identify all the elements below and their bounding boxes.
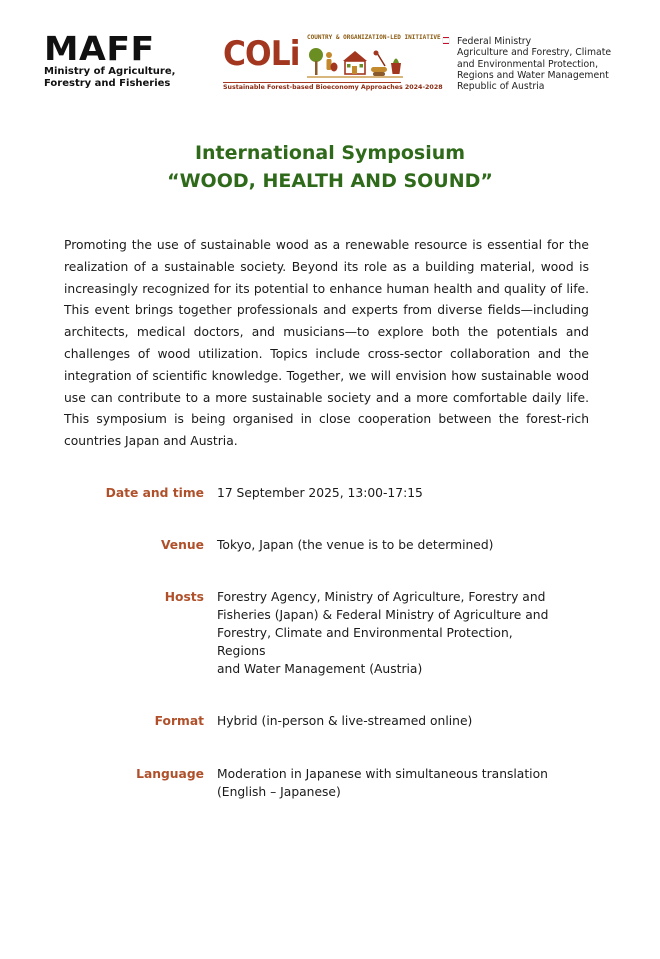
coli-tagline: Sustainable Forest-based Bioeconomy Approaches 2024-2028 xyxy=(223,84,443,91)
maff-subtitle-line2: Forestry and Fisheries xyxy=(44,78,171,89)
title-line-1: International Symposium xyxy=(194,142,466,164)
austrian-ministry-logo xyxy=(443,36,613,92)
intro-paragraph: Promoting the use of sustainable wood as a renewable resource is essential for the realization of a sustainable society. Beyond its role as a building material, wood is increasingly recognized for its potential to enhance human health and quality of life. This event brings together professionals and experts from diverse fields—including architects, medical doctors, and musicians—to explore both the potentials and challenges of wood utilization. Topics include cross-sector collaboration and the integration of scientific knowledge. Together, we will envision how sustainable wood use can contribute to a more sustainable society and a more comfortable daily life. This symposium is being organised in close cooperation between the forest-rich countries Japan and Austria. xyxy=(64,238,589,449)
hosts-value xyxy=(217,588,557,678)
venue-label: Venue xyxy=(160,538,204,552)
coli-illustration-icon xyxy=(307,43,403,81)
maff-logo xyxy=(44,29,194,90)
hosts-line: Fisheries (Japan) & Federal Ministry of Agriculture and xyxy=(217,608,549,622)
maff-wordmark: MAFF xyxy=(44,29,155,68)
detail-row-venue xyxy=(0,536,660,554)
coli-initiative-text: COUNTRY & ORGANIZATION-LED INITIATIVE xyxy=(307,34,441,41)
ministry-name-line: and Environmental Protection, xyxy=(457,58,599,70)
page-title xyxy=(0,139,660,195)
title-line-2: “WOOD, HEALTH AND SOUND” xyxy=(167,170,493,192)
language-value xyxy=(217,765,557,801)
venue-value: Tokyo, Japan (the venue is to be determined) xyxy=(217,538,494,552)
detail-row-hosts xyxy=(0,588,660,678)
coli-logo xyxy=(223,33,443,95)
language-line: Moderation in Japanese with simultaneous translation xyxy=(217,767,548,781)
ministry-name-line: Federal Ministry xyxy=(457,36,532,47)
hosts-label: Hosts xyxy=(164,590,204,604)
ministry-name-line: Agriculture and Forestry, Climate xyxy=(457,47,612,59)
hosts-line: and Water Management (Austria) xyxy=(217,662,423,676)
flag-stripe-bottom xyxy=(443,42,449,44)
ministry-name-line: Republic of Austria xyxy=(457,81,545,93)
date-value: 17 September 2025, 13:00-17:15 xyxy=(217,486,423,500)
detail-row-language xyxy=(0,765,660,801)
detail-row-format xyxy=(0,712,660,730)
austria-flag-icon xyxy=(443,37,449,44)
language-line: (English – Japanese) xyxy=(217,785,341,799)
hosts-line: Forestry Agency, Ministry of Agriculture, Forestry and xyxy=(217,590,546,604)
coli-wordmark: COLi xyxy=(223,34,300,74)
format-label: Format xyxy=(154,714,204,728)
maff-subtitle-line1: Ministry of Agriculture, xyxy=(44,66,176,77)
ministry-name-line: Regions and Water Management xyxy=(457,69,609,81)
hosts-line: Forestry, Climate and Environmental Protection, Regions xyxy=(217,626,513,658)
event-details xyxy=(0,484,660,801)
date-label: Date and time xyxy=(105,486,204,500)
detail-row-date xyxy=(0,484,660,502)
format-value: Hybrid (in-person & live-streamed online) xyxy=(217,714,473,728)
language-label: Language xyxy=(136,767,204,781)
